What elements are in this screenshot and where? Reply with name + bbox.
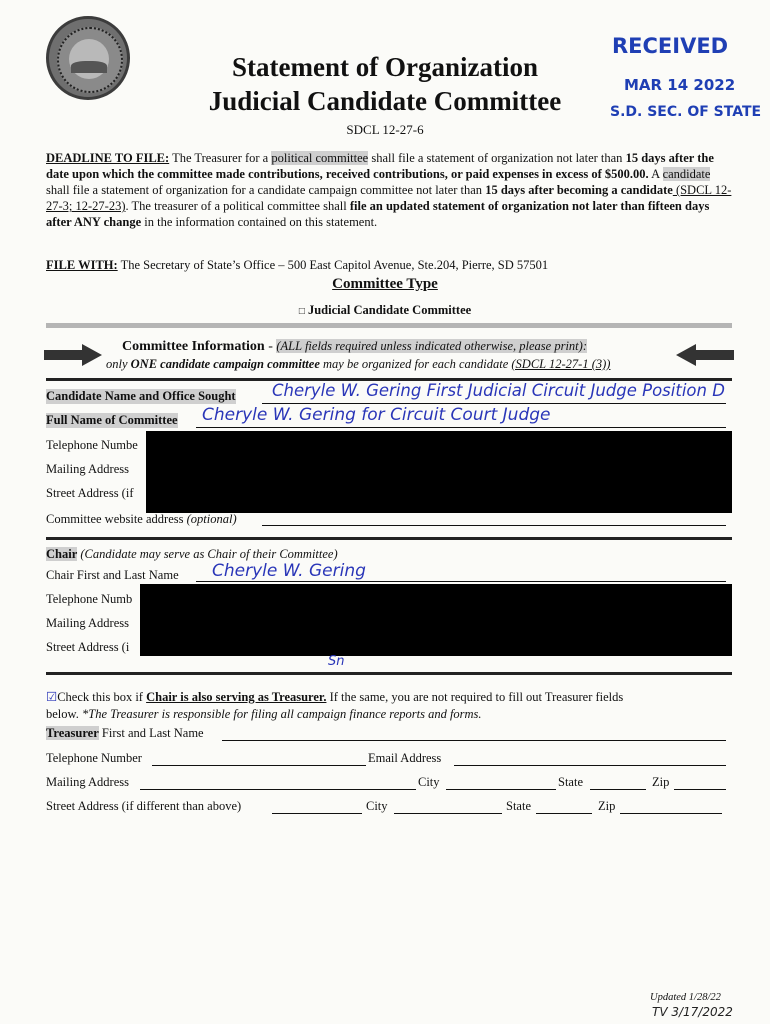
treasurer-zip2-field[interactable] xyxy=(620,813,722,814)
redaction-block xyxy=(146,431,732,513)
treasurer-city-field[interactable] xyxy=(446,789,556,790)
treasurer-name-line: Treasurer First and Last Name xyxy=(46,726,204,740)
committee-mailing-label: Mailing Address xyxy=(46,462,129,476)
chair-name-field[interactable]: Cheryle W. Gering xyxy=(212,561,366,581)
treasurer-note: below. *The Treasurer is responsible for filing all campaign finance reports and forms. xyxy=(46,707,482,721)
treasurer-state-field[interactable] xyxy=(590,789,646,790)
treasurer-zip2-label: Zip xyxy=(598,799,616,813)
treasurer-phone-label: Telephone Number xyxy=(46,751,142,765)
treasurer-city-label: City xyxy=(418,775,440,789)
page-title-line1: Statement of Organization xyxy=(232,52,538,82)
treasurer-zip-label: Zip xyxy=(652,775,670,789)
treasurer-city2-label: City xyxy=(366,799,388,813)
treasurer-state2-field[interactable] xyxy=(536,813,592,814)
committee-info-note: only ONE candidate campaign committee may be organized for each candidate (SDCL 12-27-1 (3)) xyxy=(106,357,611,371)
treasurer-city2-field[interactable] xyxy=(394,813,502,814)
chair-mailing-label: Mailing Address xyxy=(46,616,129,630)
arrow-right-icon xyxy=(44,344,102,366)
committee-website-label: Committee website address (optional) xyxy=(46,512,237,526)
file-with-label: FILE WITH: xyxy=(46,258,118,272)
updated-date: Updated 1/28/22 xyxy=(650,992,721,1003)
section-divider xyxy=(46,323,732,328)
committee-info-heading: Committee Information xyxy=(122,339,265,354)
reviewer-initials: TV 3/17/2022 xyxy=(652,1005,733,1019)
treasurer-state-label: State xyxy=(558,775,583,789)
chair-is-treasurer-line: ☑Check this box if Chair is also serving as Treasurer. If the same, you are not required to fill out Treasurer fields xyxy=(46,690,624,704)
chair-label: Chair xyxy=(46,547,78,561)
committee-street-label: Street Address (if xyxy=(46,486,134,500)
chair-street-label: Street Address (i xyxy=(46,640,130,654)
chair-heading-line: Chair (Candidate may serve as Chair of their Committee) xyxy=(46,547,338,561)
committee-type-heading: Committee Type xyxy=(332,276,438,292)
redaction-block xyxy=(140,584,732,656)
treasurer-street-field[interactable] xyxy=(272,813,362,814)
treasurer-mailing-label: Mailing Address xyxy=(46,775,129,789)
candidate-link: candidate xyxy=(662,167,711,181)
treasurer-mailing-field[interactable] xyxy=(140,789,416,790)
committee-name-field[interactable]: Cheryle W. Gering for Circuit Court Judge xyxy=(202,405,551,425)
section-divider xyxy=(46,537,732,540)
treasurer-zip-field[interactable] xyxy=(674,789,726,790)
treasurer-state2-label: State xyxy=(506,799,531,813)
treasurer-street-label: Street Address (if different than above) xyxy=(46,799,242,813)
page-title-line2: Judicial Candidate Committee xyxy=(208,86,562,116)
received-stamp-office: S.D. SEC. OF STATE xyxy=(610,104,762,120)
committee-website-field[interactable] xyxy=(262,525,726,526)
section-divider xyxy=(46,672,732,675)
chair-name-label: Chair First and Last Name xyxy=(46,568,179,582)
treasurer-email-label: Email Address xyxy=(368,751,442,765)
committee-name-label: Full Name of Committee xyxy=(46,413,178,427)
deadline-paragraph: DEADLINE TO FILE: The Treasurer for a political committee shall file a statement of organization not later than 15 days after the date upon which the committee made contributions, received contributions, or paid expenses in excess of $500.00. A candidate shall file a statement of organization for a candidate campaign committee not later than 15 days after becoming a candidate (SDCL 12-27-3; 12-27-23). The treasurer of a political committee shall file an updated statement of organization not later than fifteen days after ANY change in the information contained on this statement. xyxy=(46,151,732,229)
treasurer-name-field[interactable] xyxy=(222,740,726,741)
judicial-committee-checkbox[interactable]: □ xyxy=(298,306,305,317)
treasurer-phone-field[interactable] xyxy=(152,765,366,766)
treasurer-email-field[interactable] xyxy=(454,765,726,766)
file-with-line: FILE WITH: The Secretary of State’s Office – 500 East Capitol Avenue, Ste.204, Pierre, SD 57501 xyxy=(46,258,549,272)
committee-type-option: □ Judicial Candidate Committee xyxy=(298,303,472,317)
treasurer-label: Treasurer xyxy=(46,726,99,740)
committee-info-heading-line: Committee Information - (ALL fields required unless indicated otherwise, please print): xyxy=(122,339,587,354)
candidate-name-label: Candidate Name and Office Sought xyxy=(46,389,236,403)
chair-phone-label: Telephone Numb xyxy=(46,592,133,606)
deadline-label: DEADLINE TO FILE: xyxy=(46,151,170,165)
received-stamp-date: MAR 14 2022 xyxy=(624,76,736,94)
received-stamp: RECEIVED xyxy=(612,34,729,58)
candidate-name-field[interactable]: Cheryle W. Gering First Judicial Circuit Judge Position D xyxy=(272,381,725,400)
statute-reference: SDCL 12-27-6 xyxy=(346,122,424,137)
political-committee-link: political committee xyxy=(271,151,369,165)
chair-is-treasurer-checkbox[interactable]: ☑ xyxy=(46,690,58,704)
committee-phone-label: Telephone Numbe xyxy=(46,438,138,452)
arrow-left-icon xyxy=(676,344,734,366)
stray-handwriting: Sn xyxy=(328,654,345,669)
